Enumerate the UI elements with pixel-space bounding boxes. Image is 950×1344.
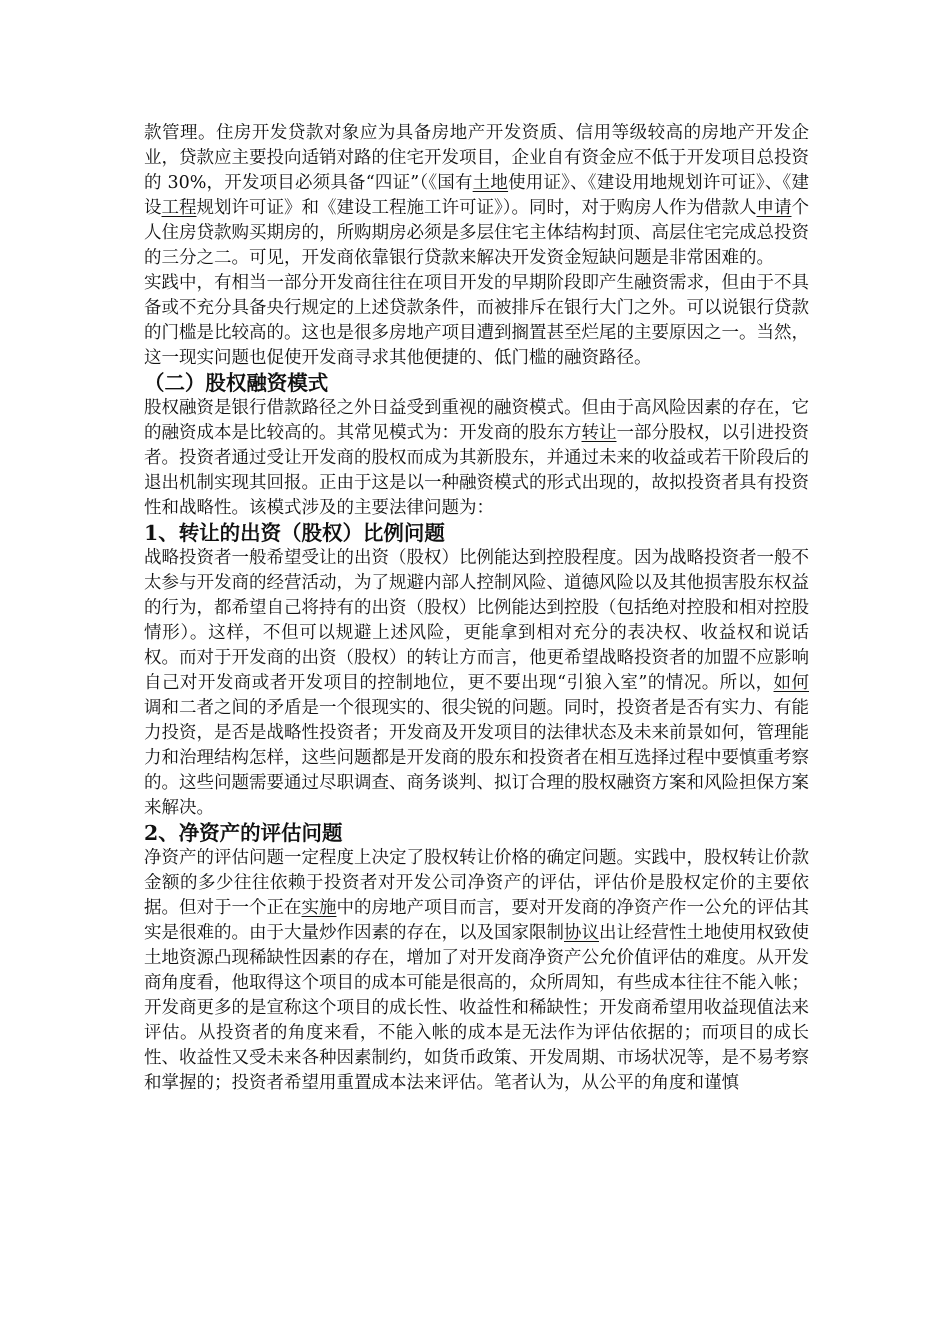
text-segment: 净资产的评估问题一定程度上决定了股权转让价格的确定问题。实践中，股权转让价款金额的多少往往依赖于投资者对开发公司净资产的评估，评估价是股权定价的主要依据。但对于一个正在 [144,848,809,918]
text-segment: 使用证》、《建设用地规划许可证》、《建设 [144,173,809,218]
paragraph-transfer-ratio [144,546,809,821]
text-segment: 规划许可证》和《建设工程施工许可证》）。同时，对于购房人作为借款人 [196,198,757,218]
inline-link[interactable]: 土地 [472,173,509,193]
text-segment: （二）股权融资模式 [144,371,329,395]
subsection-heading-transfer-ratio [144,521,809,546]
inline-link[interactable]: 工程 [161,198,197,218]
inline-link[interactable]: 转让 [581,423,617,443]
text-segment: 实践中，有相当一部分开发商往往在项目开发的早期阶段即产生融资需求，但由于不具备或不充分具备央行规定的上述贷款条件，而被排斥在银行大门之外。可以说银行贷款的门槛是比较高的。这也是很多房地产项目遭到搁置甚至烂尾的主要原因之一。当然，这一现实问题也促使开发商寻求其他便捷的、低门槛的融资路径。 [144,273,809,368]
paragraph-equity-financing-intro [144,396,809,521]
document-page [144,121,809,1096]
text-segment: 中的房地产项目而言，要对开发商的净资产作一公允的评估其实是很难的。由于大量炒作因素的存在，以及国家限制 [144,898,809,943]
inline-link[interactable]: 协议 [564,923,599,943]
subsection-heading-net-asset-valuation [144,821,809,846]
text-segment: 战略投资者一般希望受让的出资（股权）比例能达到控股程度。因为战略投资者一般不太参与开发商的经营活动，为了规避内部人控制风险、道德风险以及其他损害股东权益的行为，都希望自己将持有的出资（股权）比例能达到控股（包括绝对控股和相对控股情形）。这样，不但可以规避上述风险，更能拿到相对充分的表决权、收益权和说话权。而对于开发商的出资（股权）的转让方而言，他更希望战略投资者的加盟不应影响自己对开发商或者开发项目的控制地位，更不要出现“引狼入室”的情况。所以， [144,548,809,693]
paragraph-development-loan-conditions [144,121,809,271]
inline-link[interactable]: 申请 [756,198,792,218]
text-segment: 股权融资是银行借款路径之外日益受到重视的融资模式。但由于高风险因素的存在，它的融资成本是比较高的。其常见模式为：开发商的股东方 [144,398,809,443]
inline-link[interactable]: 实施 [301,898,337,918]
text-segment: 1、转让的出资（股权）比例问题 [144,521,445,545]
text-segment: 出让经营性土地使用权致使土地资源凸现稀缺性因素的存在，增加了对开发商净资产公允价值评估的难度。从开发商角度看，他取得这个项目的成本可能是很高的，众所周知，有些成本往往不能入帐；开发商更多的是宣称这个项目的成长性、收益性和稀缺性；开发商希望用收益现值法来评估。从投资者的角度来看，不能入帐的成本是无法作为评估依据的；而项目的成长性、收益性又受未来各种因素制约，如货币政策、开发周期、市场状况等，是不易考察和掌握的；投资者希望用重置成本法来评估。笔者认为，从公平的角度和谨慎 [144,923,809,1093]
paragraph-net-asset-valuation [144,846,809,1096]
text-segment: 款管理。住房开发贷款对象应为具备房地产开发资质、信用等级较高的房地产开发企业，贷款应主要投向适销对路的住宅开发项目，企业自有资金应不低于开发项目总投资的 30%，开发项目必须具备“四证”（《国有 [144,123,809,193]
text-segment: 个人住房贷款购买期房的，所购期房必须是多层住宅主体结构封顶、高层住宅完成总投资的三分之二。可见，开发商依靠银行贷款来解决开发资金短缺问题是非常困难的。 [144,198,809,268]
inline-link[interactable]: 如何 [773,673,810,693]
text-segment: 2、净资产的评估问题 [144,821,343,845]
paragraph-early-stage-financing [144,271,809,371]
section-heading-equity-financing [144,371,809,396]
text-segment: 一部分股权，以引进投资者。投资者通过受让开发商的股权而成为其新股东，并通过未来的收益或若干阶段后的退出机制实现其回报。正由于这是以一种融资模式的形式出现的，故拟投资者具有投资性和战略性。该模式涉及的主要法律问题为： [144,423,809,518]
text-segment: 调和二者之间的矛盾是一个很现实的、很尖锐的问题。同时，投资者是否有实力、有能力投资，是否是战略性投资者；开发商及开发项目的法律状态及未来前景如何，管理能力和治理结构怎样，这些问题都是开发商的股东和投资者在相互选择过程中要慎重考察的。这些问题需要通过尽职调查、商务谈判、拟订合理的股权融资方案和风险担保方案来解决。 [144,698,809,818]
